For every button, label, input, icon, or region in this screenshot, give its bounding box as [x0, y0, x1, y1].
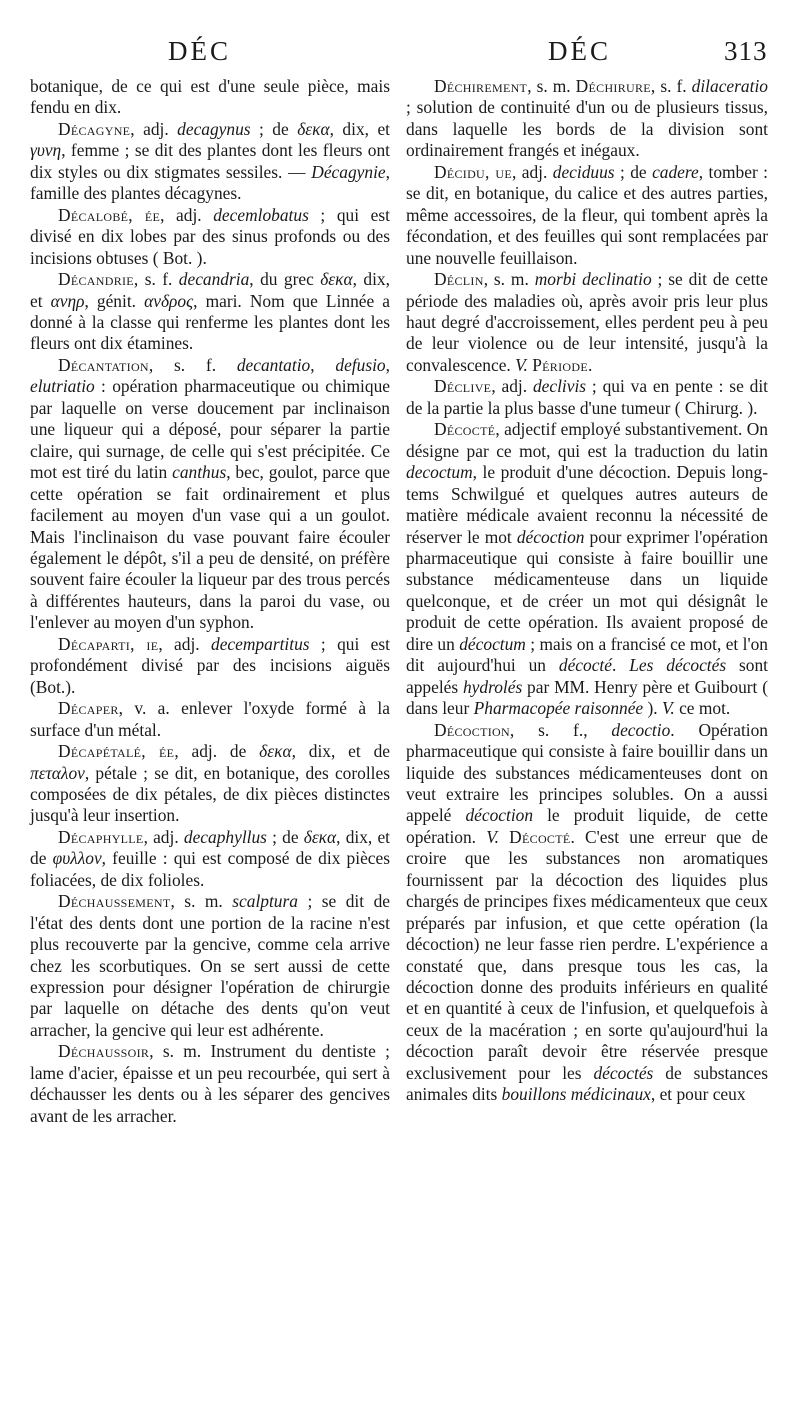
headword: Décagyne — [58, 118, 131, 139]
greek-term: ανδρος — [144, 290, 194, 311]
greek-term: δεκα — [297, 118, 330, 139]
entry-text: , pétale ; se dit, en botanique, des corolles composées de dix pétales, de dix pièces distinctes jusqu'à leur insertion. — [30, 762, 390, 826]
entry-text: , famille des plantes décagynes. — [30, 161, 390, 204]
italic-term: bouillons médicinaux — [501, 1084, 651, 1105]
entry-text: , s. f. — [650, 76, 692, 96]
entry-text: , et pour ceux — [650, 1084, 746, 1105]
running-head-left: DÉC — [168, 36, 231, 66]
running-head — [0, 36, 800, 70]
entry-text: ; qui va en pente : se dit de la partie la plus basse d'une tumeur ( Chirurg. ). — [406, 376, 768, 418]
entry-text: , s. m. Instrument du dentiste ; lame d'acier, épaisse et un peu recourbée, qui sert à déchausser les dents ou à les séparer des gencives avant de les arracher. — [30, 1041, 390, 1126]
headword: Décocté — [509, 826, 571, 847]
entry-text: ; qui est divisé en dix lobes par des sinus profonds ou des incisions obtuses ( Bot. ). — [30, 204, 390, 268]
entry-text: , génit. — [84, 290, 145, 311]
italic-term: décoctés — [593, 1062, 654, 1083]
entry-text: ; de — [250, 118, 298, 139]
entry-text: pour exprimer l'opération pharmaceutique qui consiste à faire bouillir une substance médicamenteuse dans un liquide quelconque, et de créer un mot qui désignât le produit de cette opération. Ils avaient proposé de dire un — [406, 526, 769, 654]
entry-text: ce mot. — [674, 698, 731, 719]
italic-term: decaphyllus — [183, 826, 267, 847]
italic-term: Pharmacopée raisonnée — [473, 698, 644, 719]
entry-text: , adj. — [491, 376, 533, 397]
entry-declin — [406, 269, 768, 376]
entry-text: , du grec — [249, 269, 321, 290]
italic-term: V. — [486, 826, 499, 847]
italic-term: canthus — [172, 462, 227, 483]
italic-term: hydrolés — [462, 676, 523, 697]
entry-decaparti — [30, 634, 390, 698]
italic-term: V. — [515, 354, 528, 375]
headword: Décocté — [434, 419, 496, 440]
entry-text: ; solution de continuité d'un ou de plusieurs tissus, dans laquelle les bords de la division sont ordinairement frangés et inégaux. — [406, 97, 768, 161]
headword: Décaparti, ie — [58, 633, 159, 654]
entry-text: , s. m. — [483, 269, 535, 290]
headword: Décidu, ue — [434, 161, 512, 182]
italic-term: deciduus — [552, 161, 615, 182]
entry-text: , s. m. — [170, 891, 233, 912]
entry-text: , femme ; se dit des plantes dont les fleurs ont dix styles ou dix stigmates sessiles. — — [30, 140, 390, 182]
entry-text: ; se dit de cette période des maladies où, après avoir pris leur plus haut degré d'accroissement, elles perdent peu à peu de leur violence ou de leur intensité, jusqu'à la convalescence. — [406, 269, 768, 375]
italic-term: elutriatio — [30, 376, 95, 397]
entry-decaphylle — [30, 827, 390, 891]
headword: Décapétalé, ée — [58, 741, 175, 762]
entry-cont — [30, 76, 390, 119]
entry-decaper — [30, 698, 390, 741]
italic-term: cadere — [652, 161, 699, 182]
greek-term: πεταλον — [30, 762, 85, 783]
entry-decidu — [406, 162, 768, 269]
entry-text: , dix, et de — [30, 826, 391, 869]
entry-text: , dix, et — [329, 118, 390, 139]
italic-term: morbi declinatio — [534, 269, 652, 290]
entry-text: , adjectif employé substantivement. On désigne par ce mot, qui est la traduction du latin — [406, 419, 768, 461]
running-head-right: DÉC — [548, 36, 611, 66]
right-column — [406, 76, 768, 1106]
entry-text: , feuille : qui est composé de dix pièces foliacées, de dix folioles. — [30, 848, 390, 890]
entry-text: ; de — [614, 161, 653, 182]
italic-term: V. — [662, 698, 675, 719]
headword: Décoction — [434, 719, 510, 740]
entry-decapetale — [30, 741, 390, 827]
italic-term: Les décoctés — [629, 655, 727, 676]
italic-term: decoctio — [611, 719, 671, 740]
entry-text: sont appelés — [406, 655, 768, 697]
page-number: 313 — [724, 36, 768, 66]
greek-term: δεκα — [303, 826, 337, 847]
entry-text: , adj. — [160, 204, 214, 225]
italic-term: décoction — [465, 805, 534, 826]
entry-dechaussoir — [30, 1041, 390, 1127]
entry-text — [499, 827, 509, 847]
entry-dechaussement — [30, 891, 390, 1041]
entry-text: , v. a. enlever l'oxyde formé à la surface d'un métal. — [30, 698, 390, 740]
entry-text: . C'est une erreur que de croire que les substances non aromatiques fournissent par la décoction des liquides plus chargés de principes fixes médicamenteux que ceux préparés par infusion, et que cette opération (la décoction) ne leur fasse rien perdre. L'expérience a constaté que, dans presque tous les cas, la décoction donne des produits inférieurs en qualité et en quantité à ceux de l'infusion, et quelquefois à ceux de la macération ; en sorte qu'aujourd'hui la décoction paraît devoir être réservée presque exclusivement pour les — [406, 826, 768, 1083]
headword: Décantation — [58, 354, 149, 375]
italic-term: decemlobatus — [213, 204, 309, 225]
entry-text: , s. m. — [527, 76, 576, 96]
entry-text: , mari. Nom que Linnée a donné à la classe qui renferme les plantes dont les fleurs ont dix étamines. — [30, 290, 390, 354]
italic-term: decantatio — [236, 354, 311, 375]
entry-text: ; mais on a francisé ce mot, et l'on dit aujourd'hui un — [406, 633, 769, 676]
italic-term: dilaceratio — [691, 76, 768, 96]
greek-term: δεκα — [259, 741, 292, 762]
entry-text: , adj. de — [174, 741, 260, 762]
entry-text: par MM. Henry père et Guibourt ( dans leur — [406, 676, 769, 719]
entry-decocte — [406, 419, 768, 719]
headword: Déclin — [434, 269, 484, 290]
greek-term: δεκα — [320, 269, 353, 290]
entry-text: , — [385, 354, 390, 375]
entry-text: , adj. — [130, 118, 178, 139]
entry-decagyne — [30, 119, 390, 205]
left-column — [30, 76, 390, 1127]
entry-text: , adj. — [511, 161, 553, 182]
headword: Décalobé, ée — [58, 204, 161, 225]
entry-text: , s. f. — [148, 354, 237, 375]
headword: Période — [532, 354, 588, 375]
entry-text: , adj. — [158, 633, 212, 654]
entry-text: , le produit d'une décoction. Depuis long-tems Schwilgué et quelques autres auteurs de matière médicale avaient reconnu la nécessité de réserver le mot — [406, 462, 768, 547]
entry-text: botanique, de ce qui est d'une seule pièce, mais fendu en dix. — [30, 76, 390, 118]
headword: Déchaussement — [58, 891, 171, 912]
entry-text: , — [310, 354, 336, 375]
italic-term: declivis — [532, 376, 587, 397]
headword: Déchirement — [434, 76, 528, 96]
greek-term: γυνη — [30, 140, 62, 161]
italic-term: scalptura — [232, 891, 298, 912]
entry-text: . — [611, 655, 630, 676]
italic-term: decandria — [178, 269, 250, 290]
entry-text: . — [587, 354, 593, 375]
entry-text: ). — [643, 698, 662, 719]
greek-term: φυλλον — [52, 848, 102, 869]
entry-text: , tomber : se dit, en botanique, du calice et des autres parties, même accessoires, de la fleur, qui tombent après la fécondation, et des feuilles qui sont remplacées par une nouvelle feuillaison. — [406, 161, 768, 268]
italic-term: décocté — [558, 655, 612, 676]
italic-term: Décagynie — [311, 161, 386, 182]
headword: Déchirure — [575, 76, 651, 96]
entry-text: , adj. — [143, 826, 184, 847]
entry-decalobe — [30, 205, 390, 269]
headword: Déchaussoir — [58, 1041, 150, 1062]
headword: Décaphylle — [58, 826, 144, 847]
entry-text: , bec, goulot, parce que cette opération se fait ordinairement et plus facilement au moyen d'un vase qui a un goulot. Mais l'inclinaison du vase pouvant faire écouler également le dépôt, s'il a peu de densité, on préfère souvent faire écouler la liqueur par des trous percés à différentes hauteurs, dans la paroi du vase, ou l'enlever au moyen d'un syphon. — [30, 462, 390, 633]
entry-declive — [406, 376, 768, 419]
entry-text: de substances animales dits — [406, 1062, 768, 1105]
entry-text: ; de — [266, 826, 304, 847]
entry-decantation — [30, 355, 390, 634]
headword: Décandrie — [58, 269, 134, 290]
entry-text: ; se dit de l'état des dents dont une portion de la racine n'est plus recouverte par la gencive, comme cela arrive chez les scorbutiques. On se sert aussi de cette expression pour désigner l'opération de chirurgie par laquelle on détache des dents qu'on veut arracher, la gencive qui leur est adhérente. — [30, 891, 390, 1040]
italic-term: decagynus — [177, 118, 251, 139]
entry-text: , s. f., — [509, 719, 612, 740]
entry-text: , dix, et de — [291, 741, 390, 762]
entry-decandrie — [30, 269, 390, 355]
entry-text: , s. f. — [133, 269, 179, 290]
entry-text: , dix, et — [30, 269, 390, 311]
italic-term: decoctum — [406, 462, 473, 483]
entry-text: ; qui est profondément divisé par des incisions aiguës (Bot.). — [30, 633, 391, 697]
entry-text: : opération pharmaceutique ou chimique par laquelle on verse doucement par inclinaison une liqueur qui a déposé, pour séparer la partie claire, qui surnage, de celle qui s'est précipitée. Ce mot est tiré du latin — [30, 376, 390, 483]
entry-text: . Opération pharmaceutique qui consiste à faire bouillir dans un liquide des substances médicamenteuses dont on veut extraire les principes solubles. On a aussi appelé — [406, 719, 768, 826]
italic-term: décoctum — [459, 633, 526, 654]
entry-text: le produit liquide, de cette opération. — [406, 805, 768, 847]
headword: Déclive — [434, 376, 492, 397]
entry-decoction — [406, 720, 768, 1106]
entry-dechirement — [406, 76, 768, 162]
italic-term: décoction — [516, 526, 585, 547]
headword: Décaper — [58, 698, 119, 719]
italic-term: decempartitus — [211, 633, 310, 654]
greek-term: ανηρ — [50, 290, 85, 311]
italic-term: defusio — [335, 354, 386, 375]
